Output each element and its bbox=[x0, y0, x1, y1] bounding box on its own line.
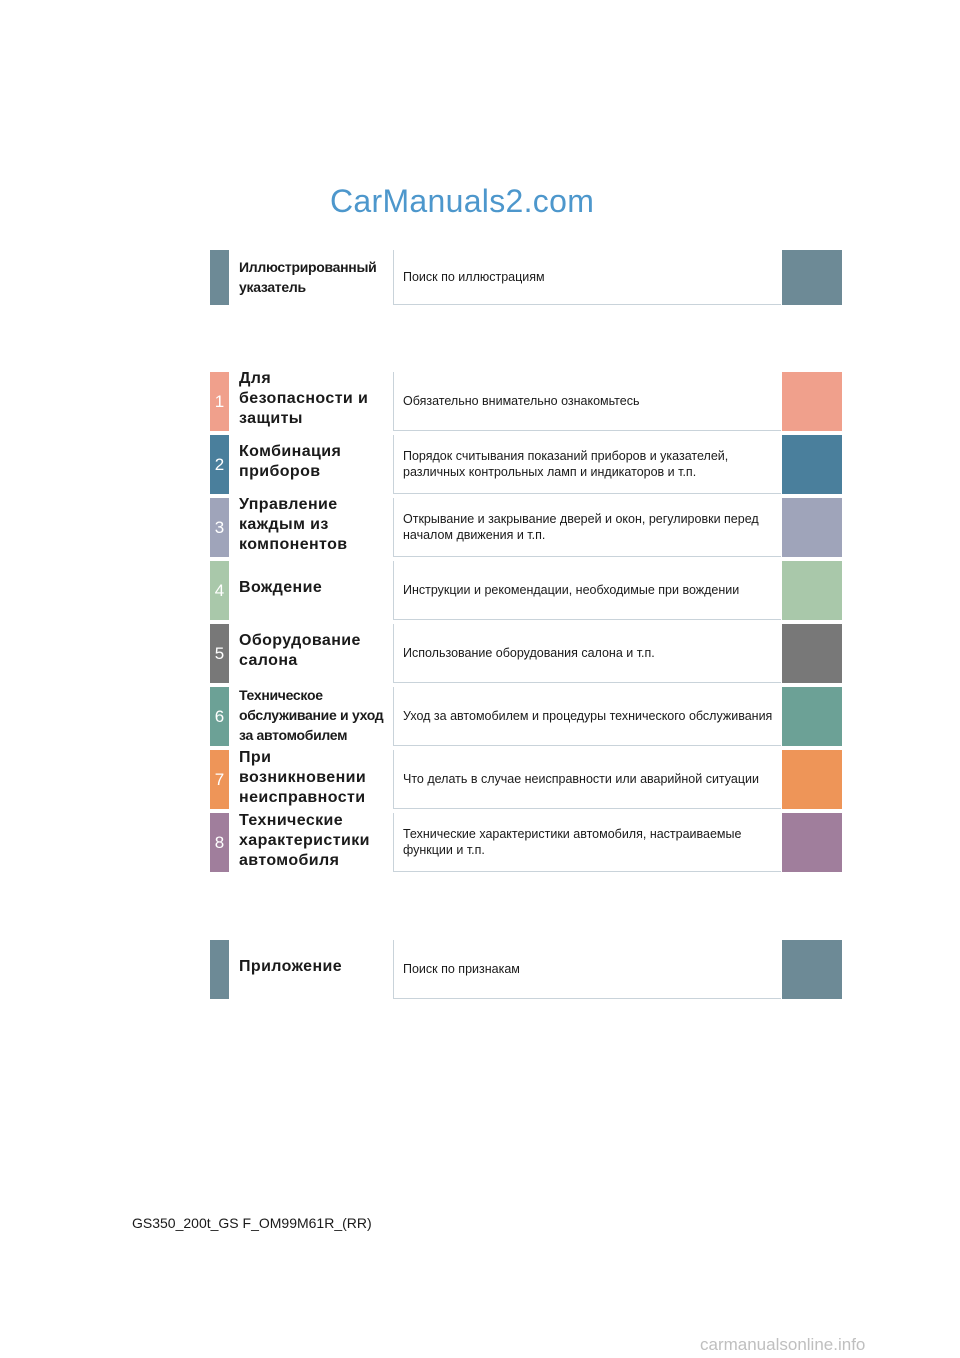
chapter-description: Обязательно внимательно ознакомьтесь bbox=[403, 394, 640, 408]
chapter-number: 7 bbox=[210, 750, 229, 809]
chapter-title: Для безопасности и защиты bbox=[239, 370, 369, 427]
chapter-title: Техническое обслуживание и уход за автомобилем bbox=[239, 687, 384, 743]
index-row-appendix[interactable] bbox=[210, 940, 842, 999]
row-description: Поиск по признакам bbox=[403, 962, 520, 976]
chapter-color-tab bbox=[782, 498, 842, 557]
chapter-row-4[interactable] bbox=[210, 561, 842, 620]
row-description-box bbox=[393, 250, 781, 305]
row-title: Иллюстрированный указатель bbox=[239, 259, 377, 295]
chapter-number: 8 bbox=[210, 813, 229, 872]
chapter-number: 3 bbox=[210, 498, 229, 557]
chapter-title: Оборудование салона bbox=[239, 632, 361, 669]
chapter-title: Управление каждым из компонентов bbox=[239, 496, 348, 553]
chapter-color-tab bbox=[782, 561, 842, 620]
chapter-row-8[interactable] bbox=[210, 813, 842, 872]
chapter-color-tab bbox=[782, 813, 842, 872]
row-color-strip bbox=[210, 250, 229, 305]
chapter-color-tab bbox=[782, 435, 842, 494]
chapter-row-1[interactable] bbox=[210, 372, 842, 431]
chapter-description: Уход за автомобилем и процедуры технического обслуживания bbox=[403, 709, 773, 723]
chapter-title: Вождение bbox=[239, 579, 323, 596]
row-color-tab bbox=[782, 250, 842, 305]
chapter-description: Открывание и закрывание дверей и окон, регулировки перед началом движения и т.п. bbox=[403, 512, 759, 542]
chapter-title: Комбинация приборов bbox=[239, 443, 342, 480]
chapter-row-6[interactable] bbox=[210, 687, 842, 746]
chapter-row-2[interactable] bbox=[210, 435, 842, 494]
chapter-number: 2 bbox=[210, 435, 229, 494]
row-color-tab bbox=[782, 940, 842, 999]
chapter-row-7[interactable] bbox=[210, 750, 842, 809]
document-code: GS350_200t_GS F_OM99M61R_(RR) bbox=[132, 1215, 372, 1231]
chapter-color-tab bbox=[782, 372, 842, 431]
chapter-number: 5 bbox=[210, 624, 229, 683]
chapter-description: Порядок считывания показаний приборов и указателей, различных контрольных ламп и индикаторов и т.п. bbox=[403, 449, 729, 479]
chapter-color-tab bbox=[782, 687, 842, 746]
chapter-color-tab bbox=[782, 624, 842, 683]
chapter-title: Технические характеристики автомобиля bbox=[239, 812, 370, 869]
row-description: Поиск по иллюстрациям bbox=[403, 270, 545, 284]
chapter-color-tab bbox=[782, 750, 842, 809]
chapter-number: 4 bbox=[210, 561, 229, 620]
chapter-description: Использование оборудования салона и т.п. bbox=[403, 646, 655, 660]
chapter-description-box bbox=[393, 813, 781, 872]
chapter-description-box bbox=[393, 498, 781, 557]
chapter-description: Инструкции и рекомендации, необходимые при вождении bbox=[403, 583, 740, 597]
row-title: Приложение bbox=[239, 958, 343, 975]
chapter-title: При возникновении неисправности bbox=[239, 749, 367, 806]
row-description-box bbox=[393, 940, 781, 999]
chapter-description: Что делать в случае неисправности или аварийной ситуации bbox=[403, 772, 759, 786]
chapter-description: Технические характеристики автомобиля, настраиваемые функции и т.п. bbox=[403, 827, 742, 857]
chapter-description-box bbox=[393, 372, 781, 431]
chapter-description-box bbox=[393, 435, 781, 494]
chapter-description-box bbox=[393, 624, 781, 683]
chapter-row-5[interactable] bbox=[210, 624, 842, 683]
chapter-number: 6 bbox=[210, 687, 229, 746]
chapter-description-box bbox=[393, 687, 781, 746]
row-color-strip bbox=[210, 940, 229, 999]
chapter-description-box bbox=[393, 750, 781, 809]
watermark-logo: CarManuals2.com bbox=[330, 183, 595, 219]
index-row-intro[interactable] bbox=[210, 250, 842, 305]
bottom-watermark: carmanualsonline.info bbox=[700, 1335, 866, 1354]
chapter-description-box bbox=[393, 561, 781, 620]
chapter-number: 1 bbox=[210, 372, 229, 431]
chapter-row-3[interactable] bbox=[210, 498, 842, 557]
